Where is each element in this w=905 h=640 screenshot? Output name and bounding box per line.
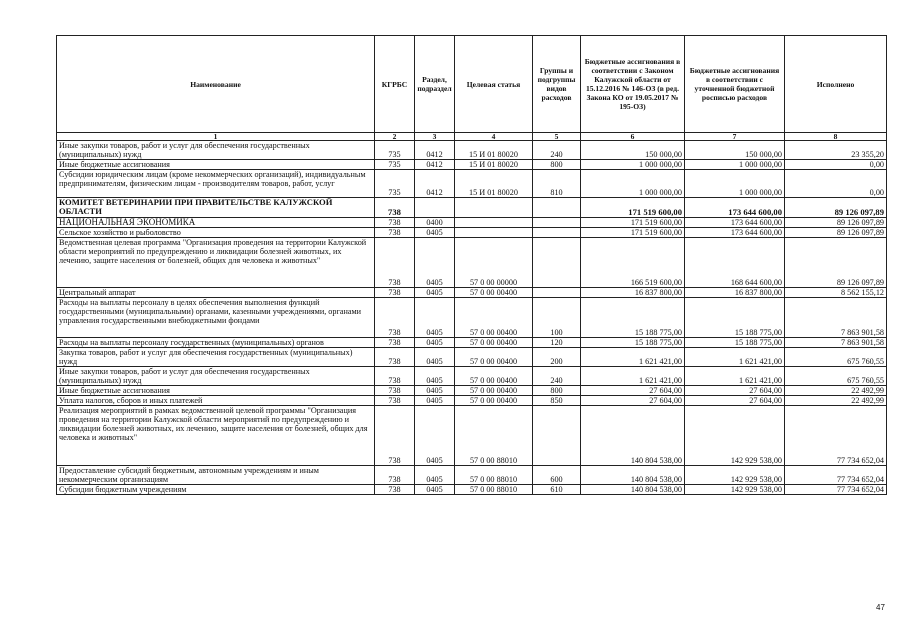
table-row <box>57 485 887 495</box>
col-number: 8 <box>785 133 887 141</box>
row-kgrbs: 738 <box>375 288 415 298</box>
row-plan-allocation: 27 604,00 <box>685 396 785 406</box>
row-expense-group <box>533 238 581 288</box>
row-law-allocation: 140 804 538,00 <box>581 406 685 466</box>
table-row <box>57 198 887 218</box>
row-executed: 77 734 652,04 <box>785 485 887 495</box>
table-body <box>57 141 887 495</box>
col-header-group: Группы и подгруппы видов расходов <box>533 36 581 133</box>
col-number: 5 <box>533 133 581 141</box>
row-name: Центральный аппарат <box>57 288 375 298</box>
row-executed: 675 760,55 <box>785 348 887 367</box>
col-header-section: Раздел, подраздел <box>415 36 455 133</box>
row-expense-group: 240 <box>533 141 581 160</box>
row-plan-allocation: 173 644 600,00 <box>685 198 785 218</box>
row-section: 0405 <box>415 466 455 485</box>
row-law-allocation: 171 519 600,00 <box>581 198 685 218</box>
row-section: 0412 <box>415 170 455 198</box>
col-header-executed: Исполнено <box>785 36 887 133</box>
table-row <box>57 348 887 367</box>
row-expense-group: 100 <box>533 298 581 338</box>
row-target-article: 15 И 01 80020 <box>455 170 533 198</box>
row-kgrbs: 735 <box>375 141 415 160</box>
row-kgrbs: 738 <box>375 238 415 288</box>
table-row <box>57 367 887 386</box>
row-name: Иные бюджетные ассигнования <box>57 160 375 170</box>
row-plan-allocation: 142 929 538,00 <box>685 466 785 485</box>
row-executed: 89 126 097,89 <box>785 228 887 238</box>
row-name: Субсидии бюджетным учреждениям <box>57 485 375 495</box>
col-number: 7 <box>685 133 785 141</box>
col-number: 2 <box>375 133 415 141</box>
table-row <box>57 406 887 466</box>
row-kgrbs: 738 <box>375 348 415 367</box>
row-plan-allocation: 142 929 538,00 <box>685 485 785 495</box>
row-target-article: 57 0 00 00400 <box>455 288 533 298</box>
col-number: 6 <box>581 133 685 141</box>
table-row <box>57 170 887 198</box>
col-number: 1 <box>57 133 375 141</box>
row-target-article: 57 0 00 00400 <box>455 396 533 406</box>
col-number: 4 <box>455 133 533 141</box>
row-executed: 8 562 155,12 <box>785 288 887 298</box>
row-law-allocation: 1 621 421,00 <box>581 367 685 386</box>
row-section: 0400 <box>415 218 455 228</box>
row-law-allocation: 171 519 600,00 <box>581 228 685 238</box>
row-law-allocation: 15 188 775,00 <box>581 338 685 348</box>
budget-table <box>56 35 887 495</box>
col-number: 3 <box>415 133 455 141</box>
row-executed: 89 126 097,89 <box>785 198 887 218</box>
row-expense-group <box>533 198 581 218</box>
row-kgrbs: 738 <box>375 386 415 396</box>
table-row <box>57 386 887 396</box>
row-kgrbs: 738 <box>375 218 415 228</box>
row-name: Иные бюджетные ассигнования <box>57 386 375 396</box>
row-plan-allocation: 1 621 421,00 <box>685 348 785 367</box>
table-row <box>57 160 887 170</box>
table-row <box>57 338 887 348</box>
row-law-allocation: 27 604,00 <box>581 396 685 406</box>
col-header-plan-allocation: Бюджетные ассигнования в соответствии с уточненной бюджетной росписью расходов <box>685 36 785 133</box>
row-executed: 22 492,99 <box>785 396 887 406</box>
row-name: Уплата налогов, сборов и иных платежей <box>57 396 375 406</box>
row-name: Предоставление субсидий бюджетным, автономным учреждениям и иным некоммерческим организациям <box>57 466 375 485</box>
row-plan-allocation: 1 621 421,00 <box>685 367 785 386</box>
row-section: 0405 <box>415 485 455 495</box>
row-name: Закупка товаров, работ и услуг для обеспечения государственных (муниципальных) нужд <box>57 348 375 367</box>
row-name: Ведомственная целевая программа "Организация проведения на территории Калужской области мероприятий по предупреждению и ликвидации болезней животных, их лечению, защите населения от болезней, общих для человека и животных" <box>57 238 375 288</box>
row-name: Расходы на выплаты персоналу в целях обеспечения выполнения функций государственными (муниципальными) органами, казенными учреждениями, органами управления государственными внебюджетными фондами <box>57 298 375 338</box>
row-expense-group: 200 <box>533 348 581 367</box>
row-law-allocation: 1 000 000,00 <box>581 160 685 170</box>
row-plan-allocation: 173 644 600,00 <box>685 228 785 238</box>
row-section: 0405 <box>415 386 455 396</box>
col-header-name: Наименование <box>57 36 375 133</box>
row-executed: 77 734 652,04 <box>785 406 887 466</box>
row-executed: 675 760,55 <box>785 367 887 386</box>
row-expense-group <box>533 288 581 298</box>
row-law-allocation: 140 804 538,00 <box>581 485 685 495</box>
row-section: 0405 <box>415 298 455 338</box>
row-law-allocation: 15 188 775,00 <box>581 298 685 338</box>
row-law-allocation: 171 519 600,00 <box>581 218 685 228</box>
row-kgrbs: 738 <box>375 338 415 348</box>
table-row <box>57 288 887 298</box>
row-law-allocation: 150 000,00 <box>581 141 685 160</box>
row-expense-group <box>533 228 581 238</box>
row-section: 0405 <box>415 396 455 406</box>
table-row <box>57 298 887 338</box>
row-name: Субсидии юридическим лицам (кроме некоммерческих организаций), индивидуальным предпринимателям, физическим лицам - производителям товаров, работ, услуг <box>57 170 375 198</box>
row-expense-group: 120 <box>533 338 581 348</box>
row-target-article <box>455 218 533 228</box>
row-target-article: 57 0 00 00400 <box>455 348 533 367</box>
row-target-article: 57 0 00 00400 <box>455 338 533 348</box>
row-name: КОМИТЕТ ВЕТЕРИНАРИИ ПРИ ПРАВИТЕЛЬСТВЕ КАЛУЖСКОЙ ОБЛАСТИ <box>57 198 375 218</box>
row-law-allocation: 1 621 421,00 <box>581 348 685 367</box>
row-expense-group: 600 <box>533 466 581 485</box>
row-expense-group: 240 <box>533 367 581 386</box>
row-target-article: 57 0 00 88010 <box>455 466 533 485</box>
row-section: 0405 <box>415 238 455 288</box>
row-target-article: 15 И 01 80020 <box>455 160 533 170</box>
row-expense-group: 610 <box>533 485 581 495</box>
row-plan-allocation: 1 000 000,00 <box>685 170 785 198</box>
table-row <box>57 466 887 485</box>
row-target-article <box>455 228 533 238</box>
col-header-kgrbs: КГРБС <box>375 36 415 133</box>
row-target-article <box>455 198 533 218</box>
table-row <box>57 238 887 288</box>
row-kgrbs: 738 <box>375 485 415 495</box>
row-target-article: 57 0 00 88010 <box>455 485 533 495</box>
row-law-allocation: 16 837 800,00 <box>581 288 685 298</box>
row-name: Иные закупки товаров, работ и услуг для обеспечения государственных (муниципальных) нужд <box>57 367 375 386</box>
table-row <box>57 141 887 160</box>
row-kgrbs: 738 <box>375 298 415 338</box>
row-law-allocation: 140 804 538,00 <box>581 466 685 485</box>
row-law-allocation: 27 604,00 <box>581 386 685 396</box>
row-plan-allocation: 27 604,00 <box>685 386 785 396</box>
row-section: 0405 <box>415 228 455 238</box>
row-kgrbs: 738 <box>375 406 415 466</box>
row-section: 0405 <box>415 338 455 348</box>
row-target-article: 57 0 00 00000 <box>455 238 533 288</box>
row-section: 0412 <box>415 160 455 170</box>
column-number-row <box>57 133 887 141</box>
row-executed: 22 492,99 <box>785 386 887 396</box>
row-name: Расходы на выплаты персоналу государственных (муниципальных) органов <box>57 338 375 348</box>
row-kgrbs: 738 <box>375 198 415 218</box>
row-expense-group: 850 <box>533 396 581 406</box>
row-executed: 7 863 901,58 <box>785 338 887 348</box>
row-executed: 0,00 <box>785 160 887 170</box>
table-row <box>57 228 887 238</box>
page-number: 47 <box>876 603 885 612</box>
row-expense-group: 810 <box>533 170 581 198</box>
row-plan-allocation: 15 188 775,00 <box>685 338 785 348</box>
row-plan-allocation: 15 188 775,00 <box>685 298 785 338</box>
row-kgrbs: 735 <box>375 160 415 170</box>
col-header-target: Целевая статья <box>455 36 533 133</box>
row-plan-allocation: 16 837 800,00 <box>685 288 785 298</box>
row-plan-allocation: 150 000,00 <box>685 141 785 160</box>
row-section: 0405 <box>415 367 455 386</box>
row-law-allocation: 1 000 000,00 <box>581 170 685 198</box>
row-name: Сельское хозяйство и рыболовство <box>57 228 375 238</box>
row-executed: 23 355,20 <box>785 141 887 160</box>
header-row <box>57 36 887 133</box>
row-law-allocation: 166 519 600,00 <box>581 238 685 288</box>
row-target-article: 15 И 01 80020 <box>455 141 533 160</box>
row-expense-group: 800 <box>533 160 581 170</box>
row-plan-allocation: 173 644 600,00 <box>685 218 785 228</box>
table-row <box>57 396 887 406</box>
row-name: Реализация мероприятий в рамках ведомственной целевой программы "Организация проведения на территории Калужской области мероприятий по предупреждению и ликвидации болезней животных, их лечению, защите населения от болезней, общих для человека и животных" <box>57 406 375 466</box>
row-target-article: 57 0 00 00400 <box>455 298 533 338</box>
table-row <box>57 218 887 228</box>
row-section: 0412 <box>415 141 455 160</box>
row-executed: 0,00 <box>785 170 887 198</box>
row-plan-allocation: 142 929 538,00 <box>685 406 785 466</box>
row-kgrbs: 738 <box>375 396 415 406</box>
row-section: 0405 <box>415 288 455 298</box>
row-target-article: 57 0 00 88010 <box>455 406 533 466</box>
row-plan-allocation: 168 644 600,00 <box>685 238 785 288</box>
row-expense-group <box>533 218 581 228</box>
row-section: 0405 <box>415 348 455 367</box>
row-executed: 7 863 901,58 <box>785 298 887 338</box>
row-section <box>415 198 455 218</box>
row-expense-group <box>533 406 581 466</box>
row-expense-group: 800 <box>533 386 581 396</box>
row-target-article: 57 0 00 00400 <box>455 386 533 396</box>
row-kgrbs: 738 <box>375 367 415 386</box>
col-header-law-allocation: Бюджетные ассигнования в соответствии с Законом Калужской области от 15.12.2016 № 146-ОЗ (в ред. Закона КО от 19.05.2017 № 195-ОЗ) <box>581 36 685 133</box>
row-name: Иные закупки товаров, работ и услуг для обеспечения государственных (муниципальных) нужд <box>57 141 375 160</box>
row-target-article: 57 0 00 00400 <box>455 367 533 386</box>
row-plan-allocation: 1 000 000,00 <box>685 160 785 170</box>
row-executed: 89 126 097,89 <box>785 218 887 228</box>
row-executed: 77 734 652,04 <box>785 466 887 485</box>
row-executed: 89 126 097,89 <box>785 238 887 288</box>
row-kgrbs: 735 <box>375 170 415 198</box>
row-name: НАЦИОНАЛЬНАЯ ЭКОНОМИКА <box>57 218 375 228</box>
row-section: 0405 <box>415 406 455 466</box>
row-kgrbs: 738 <box>375 466 415 485</box>
row-kgrbs: 738 <box>375 228 415 238</box>
